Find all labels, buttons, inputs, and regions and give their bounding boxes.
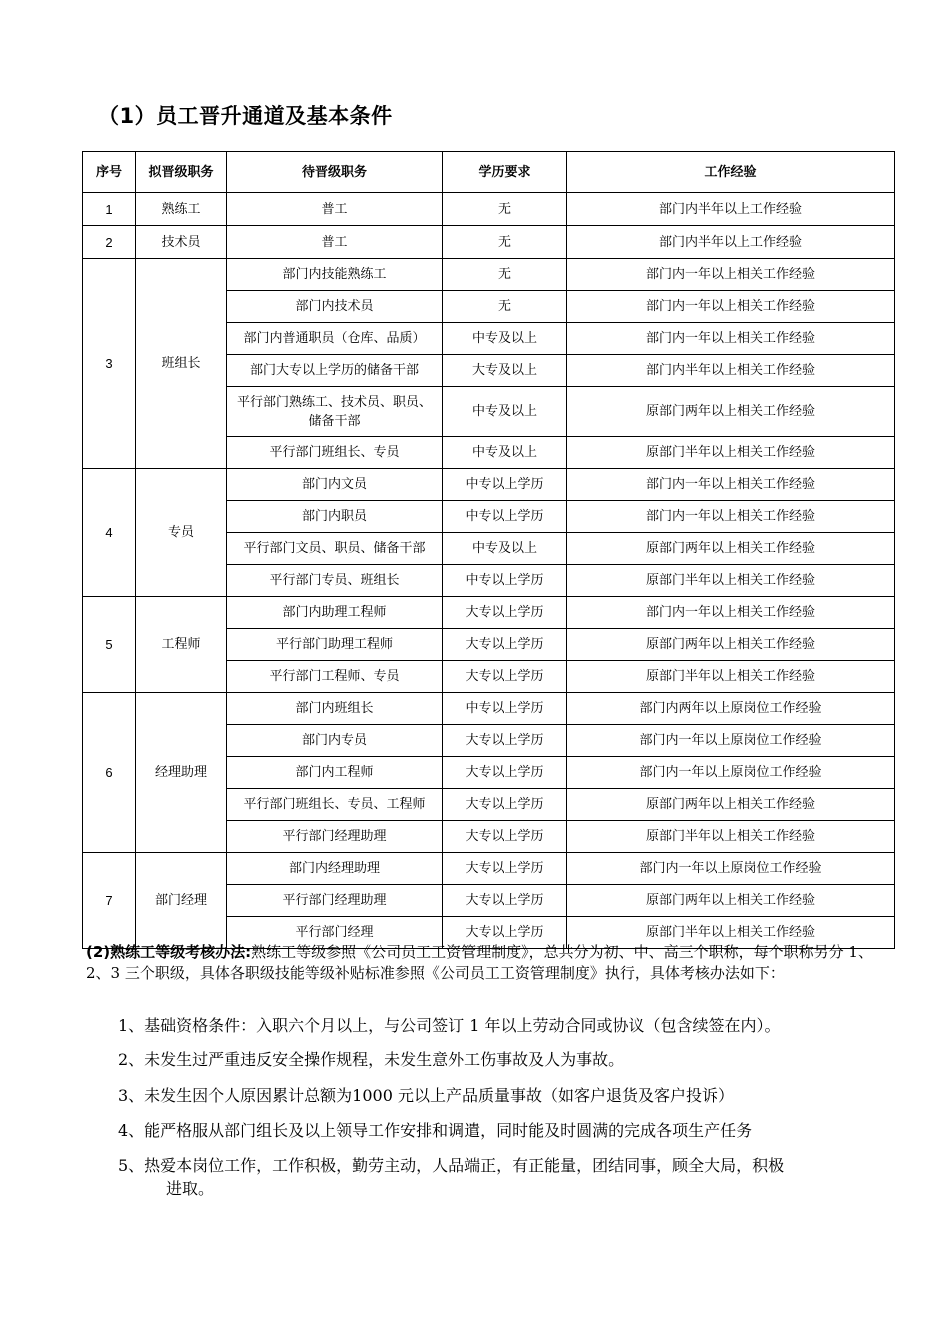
- cell-current-position: 部门内专员: [227, 725, 443, 757]
- cell-experience: 原部门两年以上相关工作经验: [567, 789, 895, 821]
- cell-current-position: 平行部门经理助理: [227, 821, 443, 853]
- cell-experience: 部门内一年以上相关工作经验: [567, 291, 895, 323]
- cell-experience: 原部门半年以上相关工作经验: [567, 565, 895, 597]
- cell-education: 无: [443, 226, 567, 259]
- cell-current-position: 部门内经理助理: [227, 853, 443, 885]
- cell-current-position: 部门内工程师: [227, 757, 443, 789]
- cell-current-position: 部门大专以上学历的储备干部: [227, 355, 443, 387]
- table-row: [83, 469, 895, 501]
- header-seq: 序号: [83, 152, 136, 193]
- cell-current-position: 平行部门工程师、专员: [227, 661, 443, 693]
- cell-experience: 部门内一年以上相关工作经验: [567, 469, 895, 501]
- section-1-title: （1）员工晋升通道及基本条件: [98, 104, 393, 128]
- cell-seq: 7: [83, 853, 136, 949]
- cell-education: 中专以上学历: [443, 469, 567, 501]
- cell-experience: 部门内一年以上相关工作经验: [567, 259, 895, 291]
- cell-seq: 4: [83, 469, 136, 597]
- cell-education: 中专及以上: [443, 387, 567, 437]
- cell-experience: 原部门两年以上相关工作经验: [567, 533, 895, 565]
- cell-education: 无: [443, 291, 567, 323]
- section-2-lead: (2)熟练工等级考核办法:: [86, 943, 252, 961]
- table-row: [83, 259, 895, 291]
- cell-education: 无: [443, 259, 567, 291]
- cell-education: 大专以上学历: [443, 917, 567, 949]
- table-row: [83, 226, 895, 259]
- cell-current-position: 平行部门经理助理: [227, 885, 443, 917]
- cell-education: 大专以上学历: [443, 629, 567, 661]
- cell-education: 大专以上学历: [443, 661, 567, 693]
- cell-target-position: 技术员: [136, 226, 227, 259]
- cell-current-position: 平行部门助理工程师: [227, 629, 443, 661]
- cell-current-position: 部门内技术员: [227, 291, 443, 323]
- table-body: [83, 193, 895, 949]
- criteria-item-3: 3、未发生因个人原因累计总额为1000 元以上产品质量事故（如客户退货及客户投诉）: [118, 1086, 734, 1105]
- cell-experience: 部门内两年以上原岗位工作经验: [567, 693, 895, 725]
- cell-education: 中专及以上: [443, 533, 567, 565]
- cell-current-position: 部门内文员: [227, 469, 443, 501]
- cell-experience: 部门内一年以上原岗位工作经验: [567, 757, 895, 789]
- cell-education: 无: [443, 193, 567, 226]
- cell-current-position: 平行部门班组长、专员: [227, 437, 443, 469]
- cell-seq: 3: [83, 259, 136, 469]
- cell-education: 中专以上学历: [443, 565, 567, 597]
- cell-experience: 原部门半年以上相关工作经验: [567, 661, 895, 693]
- cell-education: 大专以上学历: [443, 885, 567, 917]
- cell-education: 大专以上学历: [443, 725, 567, 757]
- cell-education: 大专以上学历: [443, 757, 567, 789]
- criteria-item-5: 5、热爱本岗位工作，工作积极，勤劳主动，人品端正，有正能量，团结同事，顾全大局，积极 进取。: [118, 1156, 785, 1198]
- cell-experience: 部门内一年以上原岗位工作经验: [567, 853, 895, 885]
- cell-current-position: 部门内班组长: [227, 693, 443, 725]
- cell-target-position: 工程师: [136, 597, 227, 693]
- table-row: [83, 597, 895, 629]
- table-header-row: [83, 152, 895, 193]
- section-2-paragraph: [86, 942, 876, 984]
- cell-experience: 部门内一年以上相关工作经验: [567, 323, 895, 355]
- table-row: [83, 853, 895, 885]
- cell-current-position: 部门内普通职员（仓库、品质）: [227, 323, 443, 355]
- table-row: [83, 693, 895, 725]
- cell-current-position: 部门内职员: [227, 501, 443, 533]
- cell-experience: 原部门半年以上相关工作经验: [567, 917, 895, 949]
- cell-experience: 部门内一年以上相关工作经验: [567, 501, 895, 533]
- cell-education: 中专及以上: [443, 437, 567, 469]
- cell-experience: 原部门两年以上相关工作经验: [567, 885, 895, 917]
- cell-experience: 部门内半年以上工作经验: [567, 193, 895, 226]
- header-experience: 工作经验: [567, 152, 895, 193]
- cell-target-position: 部门经理: [136, 853, 227, 949]
- criteria-item-4: 4、能严格服从部门组长及以上领导工作安排和调遣，同时能及时圆满的完成各项生产任务: [118, 1121, 753, 1140]
- cell-current-position: 平行部门班组长、专员、工程师: [227, 789, 443, 821]
- cell-experience: 原部门两年以上相关工作经验: [567, 387, 895, 437]
- cell-current-position: 部门内技能熟练工: [227, 259, 443, 291]
- cell-experience: 部门内半年以上相关工作经验: [567, 355, 895, 387]
- header-target-position: 拟晋级职务: [136, 152, 227, 193]
- cell-experience: 部门内一年以上相关工作经验: [567, 597, 895, 629]
- cell-education: 大专及以上: [443, 355, 567, 387]
- cell-current-position: 平行部门文员、职员、储备干部: [227, 533, 443, 565]
- cell-target-position: 专员: [136, 469, 227, 597]
- cell-education: 中专及以上: [443, 323, 567, 355]
- cell-education: 大专以上学历: [443, 853, 567, 885]
- cell-current-position: 部门内助理工程师: [227, 597, 443, 629]
- header-current-position: 待晋级职务: [227, 152, 443, 193]
- cell-education: 中专以上学历: [443, 501, 567, 533]
- cell-seq: 1: [83, 193, 136, 226]
- section-2-body: 熟练工等级参照《公司员工工资管理制度》，总共分为初、中、高三个职称，每个职称另分 1、2、3 三个职级，具体各职级技能等级补贴标准参照《公司员工工资管理制度》执行，具体考核办法如下：: [86, 943, 873, 982]
- cell-seq: 2: [83, 226, 136, 259]
- cell-education: 大专以上学历: [443, 821, 567, 853]
- cell-current-position: 平行部门专员、班组长: [227, 565, 443, 597]
- criteria-item-2: 2、未发生过严重违反安全操作规程，未发生意外工伤事故及人为事故。: [118, 1050, 625, 1069]
- header-education: 学历要求: [443, 152, 567, 193]
- cell-experience: 原部门两年以上相关工作经验: [567, 629, 895, 661]
- cell-experience: 部门内半年以上工作经验: [567, 226, 895, 259]
- table-row: [83, 193, 895, 226]
- cell-current-position: 普工: [227, 193, 443, 226]
- promotion-table: [82, 151, 895, 949]
- cell-education: 大专以上学历: [443, 789, 567, 821]
- cell-education: 中专以上学历: [443, 693, 567, 725]
- cell-education: 大专以上学历: [443, 597, 567, 629]
- cell-seq: 6: [83, 693, 136, 853]
- criteria-item-1: 1、基础资格条件：入职六个月以上，与公司签订 1 年以上劳动合同或协议（包含续签在内）。: [118, 1016, 781, 1035]
- cell-seq: 5: [83, 597, 136, 693]
- cell-current-position: 平行部门经理: [227, 917, 443, 949]
- cell-current-position: 平行部门熟练工、技术员、职员、储备干部: [227, 387, 443, 437]
- cell-experience: 原部门半年以上相关工作经验: [567, 437, 895, 469]
- cell-experience: 部门内一年以上原岗位工作经验: [567, 725, 895, 757]
- cell-target-position: 班组长: [136, 259, 227, 469]
- cell-target-position: 经理助理: [136, 693, 227, 853]
- cell-experience: 原部门半年以上相关工作经验: [567, 821, 895, 853]
- cell-target-position: 熟练工: [136, 193, 227, 226]
- cell-current-position: 普工: [227, 226, 443, 259]
